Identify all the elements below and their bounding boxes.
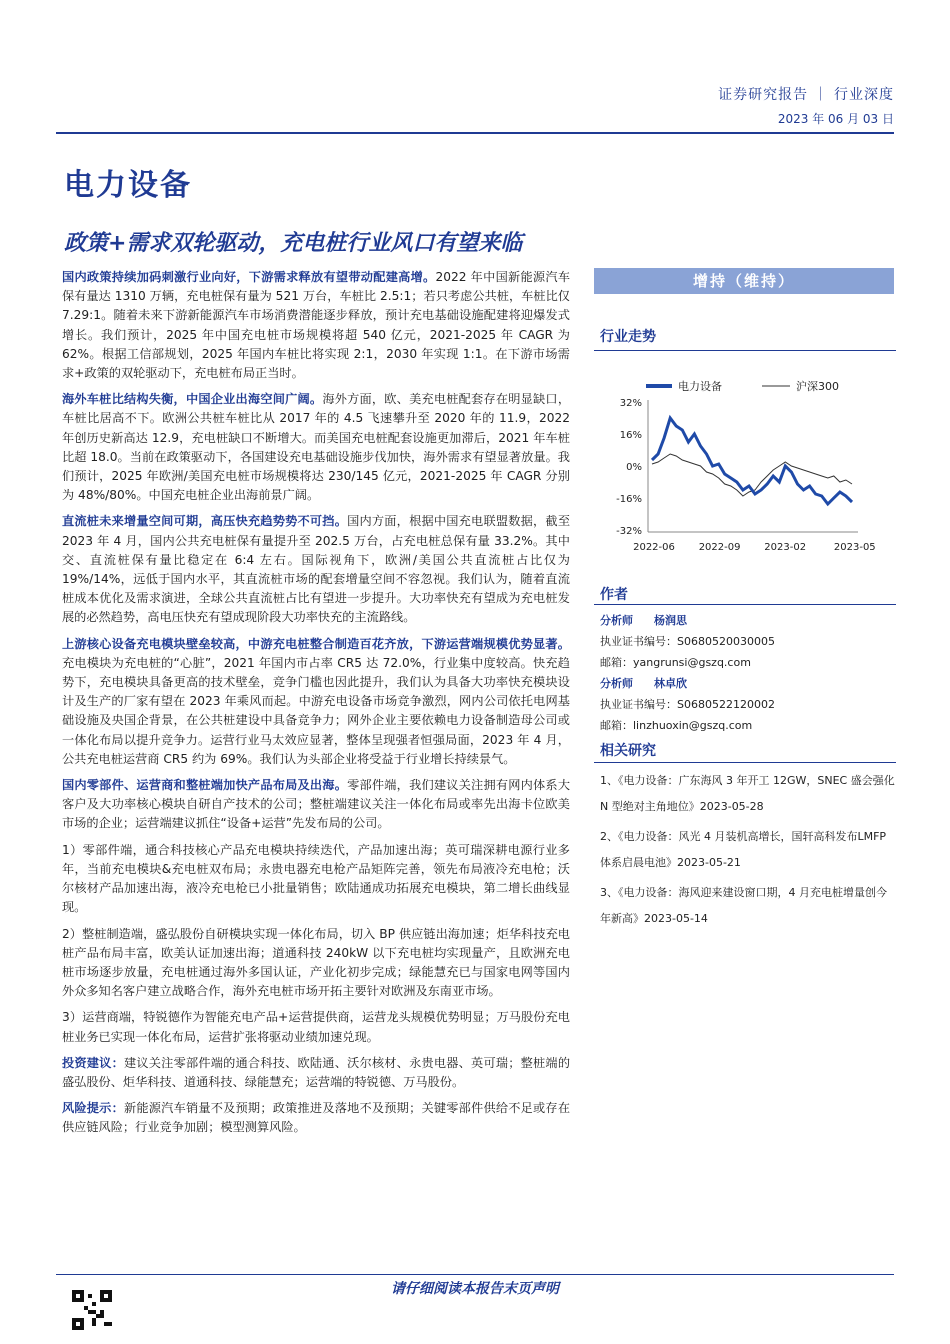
rating-badge: 增持（维持） bbox=[594, 268, 894, 294]
related-item[interactable]: 1、《电力设备：广东海风 3 年开工 12GW，SNEC 盛会强化 N 型绝对主角地位》2023-05-28 bbox=[600, 774, 895, 813]
related-list bbox=[600, 768, 896, 932]
paragraph: 2）整桩制造端，盛弘股份自研模块实现一体化布局，切入 BP 供应链出海加速；炬华科技充电桩产品布局丰富，欧美认证加速出海；道通科技 240kW 以下充电桩均实现量产，且欧洲充电桩市场逐步放量，充电桩通过海外多国认证，产业化初步完成；绿能慧充已与国家电网等国内外众多知名客户建立战略合作，海外充电桩市场开拓主要针对欧洲及东南亚市场。 bbox=[62, 926, 570, 999]
x-tick-label: 2022-09 bbox=[698, 542, 741, 553]
footer-divider bbox=[56, 1274, 894, 1275]
authors-block bbox=[600, 610, 896, 736]
authors-title: 作者 bbox=[600, 587, 628, 603]
author-cert: 执业证书编号：S0680522120002 bbox=[600, 698, 775, 711]
y-tick-label: 16% bbox=[619, 430, 642, 441]
y-tick-label: -32% bbox=[616, 526, 642, 537]
y-tick-label: 0% bbox=[626, 462, 642, 473]
report-headline: 政策+需求双轮驱动，充电桩行业风口有望来临 bbox=[64, 231, 523, 256]
body-text bbox=[62, 268, 570, 1145]
author-email: 邮箱：yangrunsi@gszq.com bbox=[600, 656, 751, 669]
author-line: 分析师 杨润思 bbox=[600, 614, 687, 627]
sector-title: 电力设备 bbox=[64, 168, 192, 203]
y-tick-label: 32% bbox=[619, 398, 642, 409]
header-divider bbox=[56, 132, 894, 134]
author-cert: 执业证书编号：S0680520030005 bbox=[600, 635, 775, 648]
related-title: 相关研究 bbox=[600, 743, 656, 759]
paragraph: 3）运营商端，特锐德作为智能充电产品+运营提供商，运营龙头规模优势明显；万马股份充电桩业务已实现一体化布局，运营扩张将驱动业绩加速兑现。 bbox=[62, 1010, 570, 1044]
paragraph: 1）零部件端，通合科技核心产品充电模块持续迭代，产品加速出海；英可瑞深耕电源行业多年，当前充电模块&充电桩双布局；永贵电器充电枪产品矩阵完善，领先布局液冷充电枪；沃尔核材产品加速出海，液冷充电枪已小批量销售；欧陆通成功拓展充电模块，第二增长曲线显现。 bbox=[62, 842, 570, 915]
paragraph: 国内政策持续加码刺激行业向好，下游需求释放有望带动配建高增。2022 年中国新能源汽车保有量达 1310 万辆，充电桩保有量为 521 万台，车桩比 2.5:1；若只考虑公共桩，车桩比仅 7.29:1。随着未来下游新能源汽车市场消费潜能逐步释放，预计充电基础设施配建将迎爆发式增长。我们预计，2025 年中国充电桩市场规模将超 540 亿元，2021-2025 年 CAGR 为 62%。根据工信部规划，2025 年国内车桩比将实现 2:1，2030 年实现 1:1。在下游市场需求+政策的双轮驱动下，充电桩布局正当时。 bbox=[62, 270, 571, 381]
paragraph: 投资建议：建议关注零部件端的通合科技、欧陆通、沃尔核材、永贵电器、英可瑞；整桩端的盛弘股份、炬华科技、道通科技、绿能慧充；运营端的特锐德、万马股份。 bbox=[62, 1055, 571, 1089]
related-item[interactable]: 2、《电力设备：风光 4 月装机高增长，国轩高科发布LMFP 体系启晨电池》2023-05-21 bbox=[600, 830, 887, 869]
trend-chart bbox=[596, 370, 896, 560]
x-tick-label: 2023-05 bbox=[833, 542, 876, 553]
legend-label: 沪深300 bbox=[796, 380, 839, 393]
author-line: 分析师 林卓欣 bbox=[600, 677, 687, 690]
y-tick-label: -16% bbox=[616, 494, 642, 505]
x-tick-label: 2022-06 bbox=[633, 542, 675, 553]
x-tick-label: 2023-02 bbox=[764, 542, 807, 553]
trend-divider bbox=[594, 350, 896, 351]
paragraph: 国内零部件、运营商和整桩端加快产品布局及出海。零部件端，我们建议关注拥有网内体系大客户及大功率核心模块自研自产技术的公司；整桩端建议关注一体化布局或率先出海卡位欧美市场的企业；运营端建议抓住“设备+运营”先发布局的公司。 bbox=[62, 778, 571, 831]
related-item[interactable]: 3、《电力设备：海风迎来建设窗口期，4 月充电桩增量创今年新高》2023-05-14 bbox=[600, 886, 887, 925]
qr-code-icon bbox=[72, 1290, 112, 1330]
series-line-power bbox=[652, 418, 852, 504]
paragraph: 海外车桩比结构失衡，中国企业出海空间广阔。海外方面，欧、美充电桩配套存在明显缺口，车桩比居高不下。欧洲公共桩车桩比从 2017 年的 4.5 飞速攀升至 2020 年的 11.9，2022 年创历史新高达 12.9，充电桩缺口不断增大。而美国充电桩配套设施更加滞后，2021 年车桩比超 18.0。当前在政策驱动下，各国建设充电基础设施步伐加快，海外需求有望显著放量。我们预计，2025 年欧洲/美国充电桩市场规模将达 230/145 亿元，2021-2025 年 CAGR 分别为 48%/80%。中国充电桩企业出海前景广阔。 bbox=[62, 392, 571, 503]
legend-label: 电力设备 bbox=[678, 380, 722, 393]
author-email: 邮箱：linzhuoxin@gszq.com bbox=[600, 719, 753, 732]
paragraph: 上游核心设备充电模块壁垒较高，中游充电桩整合制造百花齐放，下游运营端规模优势显著。充电模块为充电桩的“心脏”，2021 年国内市占率 CR5 达 72.0%，行业集中度较高。快充趋势下，充电模块具备更高的技术壁垒，竞争门槛也因此提升，我们认为具备大功率快充模块设计及生产的厂家有望在 2023 年乘风而起。中游充电设备市场竞争激烈，网内公司依托电网基础设施及央国企背景，在公共桩建设中具备竞争力；网外企业主要依赖电力设备制造母公司或一体化布局以提升竞争力。运营行业马太效应显著，整体呈现强者恒强局面，2023 年 4 月，公共充电桩运营商 CR5 约为 69%。我们认为头部企业将受益于行业增长持续景气。 bbox=[62, 636, 570, 766]
footer-disclaimer: 请仔细阅读本报告末页声明 bbox=[391, 1281, 559, 1297]
paragraph: 风险提示：新能源汽车销量不及预期；政策推进及落地不及预期；关键零部件供给不足或存在供应链风险；行业竞争加剧；模型测算风险。 bbox=[62, 1101, 571, 1135]
authors-divider bbox=[594, 604, 896, 605]
trend-title: 行业走势 bbox=[600, 329, 656, 345]
report-date: 2023 年 06 月 03 日 bbox=[777, 112, 894, 126]
report-type: 证券研究报告 ｜ 行业深度 bbox=[718, 87, 894, 103]
related-divider bbox=[594, 762, 896, 763]
paragraph: 直流桩未来增量空间可期，高压快充趋势势不可挡。国内方面，根据中国充电联盟数据，截至 2023 年 4 月，国内公共充电桩保有量提升至 202.5 万台，占充电桩总保有量 33.2%。其中交、直流桩保有量比稳定在 6:4 左右。国际视角下，欧洲/美国公共直流桩占比仅为 19%/14%，远低于国内水平，其直流桩市场的配套增量空间不容忽视。我们认为，随着直流桩成本优化及需求演进，全球公共直流桩占比有望进一步提升。大功率快充有望成为充电桩发展的必然趋势，高电压快充有望成现阶段大功率快充的主流路线。 bbox=[62, 514, 571, 625]
